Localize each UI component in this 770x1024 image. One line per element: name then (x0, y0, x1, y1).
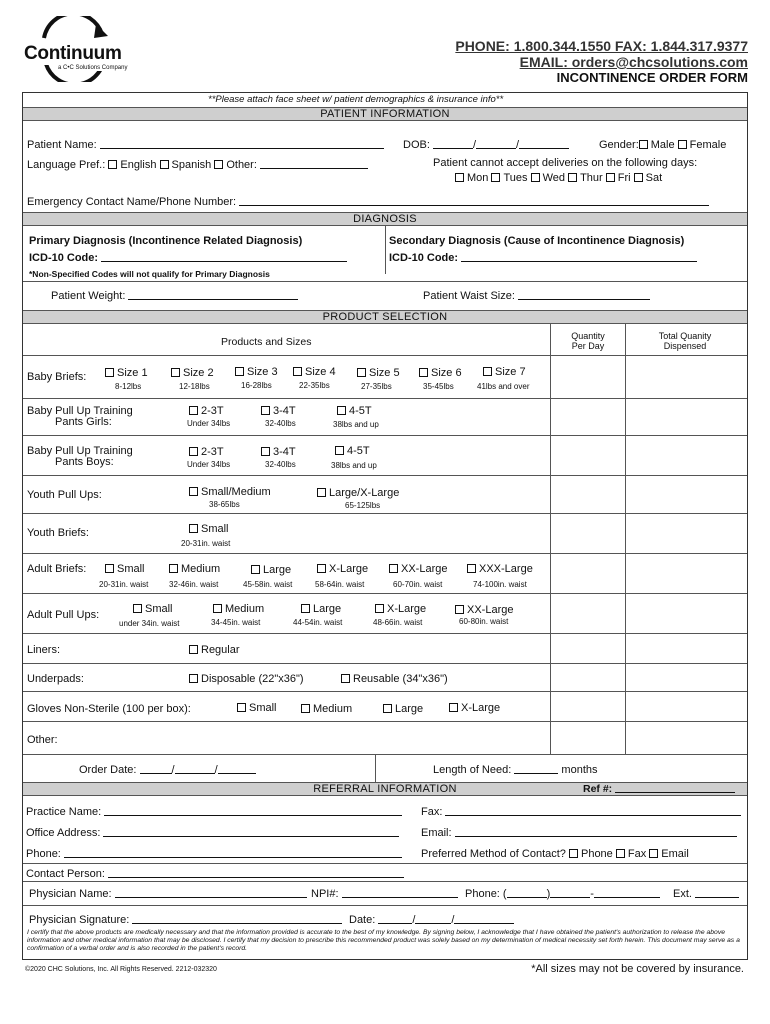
baby-size-2[interactable]: Size 2 (171, 367, 214, 379)
adult-briefs-medium[interactable]: Medium (169, 563, 220, 575)
checkbox-icon[interactable] (419, 368, 428, 377)
contact-info (455, 38, 748, 86)
boys-4-5t[interactable]: 4-5T (335, 445, 370, 457)
youth-large-xlarge-range: 65-125lbs (345, 501, 381, 510)
baby-size-3-range: 16-28lbs (241, 381, 272, 390)
checkbox-icon[interactable] (317, 488, 326, 497)
baby-size-1[interactable]: Size 1 (105, 367, 148, 379)
col-total-dispensed: Total Quanity Dispensed (658, 331, 712, 351)
checkbox-icon[interactable] (449, 703, 458, 712)
girls-4-5t-range: 38lbs and up (333, 420, 379, 429)
checkbox-icon[interactable] (169, 564, 178, 573)
checkbox-icon[interactable] (293, 367, 302, 376)
physician-phone-field[interactable]: Phone: ( ) - (465, 888, 660, 900)
gloves-medium[interactable]: Medium (301, 703, 352, 715)
adult-briefs-xxxlarge[interactable]: XXX-Large (467, 563, 533, 575)
section-patient: PATIENT INFORMATION (23, 107, 747, 121)
patient-waist-field[interactable]: Patient Waist Size: (423, 290, 650, 302)
primary-icd-field[interactable]: ICD-10 Code: (29, 252, 347, 264)
npi-field[interactable]: NPI#: (311, 888, 458, 900)
boys-2-3t[interactable]: 2-3T (189, 446, 224, 458)
checkbox-icon[interactable] (251, 565, 260, 574)
gloves-large[interactable]: Large (383, 703, 423, 715)
youth-pull-label: Youth Pull Ups: (27, 489, 102, 501)
adult-briefs-xlarge-range: 58-64in. waist (315, 580, 365, 589)
adult-briefs-medium-range: 32-46in. waist (169, 580, 219, 589)
email-field[interactable]: Email: (421, 827, 737, 839)
patient-weight-field[interactable]: Patient Weight: (51, 290, 298, 302)
checkbox-icon[interactable] (133, 604, 142, 613)
checkbox-icon[interactable] (189, 487, 198, 496)
girls-2-3t-range: Under 34lbs (187, 419, 231, 428)
male-checkbox[interactable] (639, 140, 648, 149)
adult-pull-small-range: under 34in. waist (119, 619, 180, 628)
baby-size-4[interactable]: Size 4 (293, 366, 336, 378)
girls-3-4t-range: 32-40lbs (265, 419, 296, 428)
underpads-reusable[interactable]: Reusable (34"x36") (341, 673, 448, 685)
adult-briefs-xxlarge-range: 60-70in. waist (393, 580, 443, 589)
baby-size-7[interactable]: Size 7 (483, 366, 526, 378)
adult-pull-label: Adult Pull Ups: (27, 609, 100, 621)
baby-briefs-label: Baby Briefs: (27, 371, 87, 383)
baby-size-3[interactable]: Size 3 (235, 366, 278, 378)
checkbox-icon[interactable] (171, 368, 180, 377)
insurance-note: *All sizes may not be covered by insurance. (531, 963, 744, 975)
spanish-checkbox[interactable] (160, 160, 169, 169)
liners-regular[interactable]: Regular (189, 644, 240, 656)
adult-pull-small[interactable]: Small (133, 603, 173, 615)
checkbox-icon[interactable] (235, 367, 244, 376)
col-quantity-per-day: Quantity Per Day (571, 331, 605, 351)
wed-checkbox[interactable] (531, 173, 540, 182)
ref-number-field[interactable]: Ref #: (583, 783, 735, 795)
adult-briefs-label: Adult Briefs: (27, 563, 87, 575)
section-referral: REFERRAL INFORMATION (23, 782, 747, 796)
baby-size-2-range: 12-18lbs (179, 382, 210, 391)
youth-large-xlarge[interactable]: Large/X-Large (317, 487, 399, 499)
adult-briefs-xlarge[interactable]: X-Large (317, 563, 368, 575)
checkbox-icon[interactable] (341, 674, 350, 683)
pull-boys-label: Baby Pull Up Training (27, 445, 133, 457)
delivery-days: Mon Tues Wed Thur Fri Sat (455, 172, 662, 184)
primary-diagnosis-label: Primary Diagnosis (Incontinence Related Diagnosis) (29, 235, 303, 247)
checkbox-icon[interactable] (189, 645, 198, 654)
checkbox-icon[interactable] (301, 604, 310, 613)
checkbox-icon[interactable] (189, 524, 198, 533)
practice-name-field[interactable]: Practice Name: (26, 806, 402, 818)
adult-pull-medium-range: 34-45in. waist (211, 618, 261, 627)
adult-pull-large-range: 44-54in. waist (293, 618, 343, 627)
checkbox-icon[interactable] (317, 564, 326, 573)
phone-fax: PHONE: 1.800.344.1550 FAX: 1.844.317.9377 (455, 38, 748, 54)
notice: **Please attach face sheet w/ patient demographics & insurance info** (208, 94, 504, 105)
non-specified-note: *Non-Specified Codes will not qualify for Primary Diagnosis (29, 269, 270, 279)
physician-name-field[interactable]: Physician Name: (29, 888, 307, 900)
adult-briefs-large[interactable]: Large (251, 564, 291, 576)
fax-field[interactable]: Fax: (421, 806, 741, 818)
other-label[interactable]: Other: (27, 734, 58, 746)
tues-checkbox[interactable] (491, 173, 500, 182)
girls-3-4t[interactable]: 3-4T (261, 405, 296, 417)
checkbox-icon[interactable] (189, 406, 198, 415)
adult-briefs-large-range: 45-58in. waist (243, 580, 293, 589)
baby-size-5-range: 27-35lbs (361, 382, 392, 391)
preferred-contact-field: Preferred Method of Contact? Phone Fax Email (421, 848, 689, 860)
adult-pull-xlarge[interactable]: X-Large (375, 603, 426, 615)
mon-checkbox[interactable] (455, 173, 464, 182)
underpads-label: Underpads: (27, 673, 84, 685)
baby-size-1-range: 8-12lbs (115, 382, 142, 391)
section-products: PRODUCT SELECTION (23, 310, 747, 324)
girls-4-5t[interactable]: 4-5T (337, 405, 372, 417)
liners-label: Liners: (27, 644, 61, 656)
underpads-disposable[interactable]: Disposable (22"x36") (189, 673, 304, 685)
gloves-label: Gloves Non-Sterile (100 per box): (27, 703, 191, 715)
contact-person-field[interactable]: Contact Person: (26, 868, 404, 880)
logo-tagline: a C•C Solutions Company (58, 65, 128, 71)
checkbox-icon[interactable] (261, 406, 270, 415)
checkbox-icon[interactable] (261, 447, 270, 456)
gloves-small[interactable]: Small (237, 702, 277, 714)
checkbox-icon[interactable] (483, 367, 492, 376)
ext-field[interactable]: Ext. (673, 888, 739, 900)
gender-field: Gender: Male Female (599, 139, 727, 151)
pref-email-checkbox[interactable] (649, 849, 658, 858)
section-diagnosis: DIAGNOSIS (23, 212, 747, 226)
adult-pull-large[interactable]: Large (301, 603, 341, 615)
physician-signature-field[interactable]: Physician Signature: (29, 914, 342, 926)
adult-pull-xxlarge-range: 60-80in. waist (459, 617, 509, 626)
checkbox-icon[interactable] (189, 674, 198, 683)
checkbox-icon[interactable] (189, 447, 198, 456)
adult-pull-xlarge-range: 48-66in. waist (373, 618, 423, 627)
language-field: Language Pref.: English Spanish Other: (27, 159, 368, 171)
pref-fax-checkbox[interactable] (616, 849, 625, 858)
youth-small-medium-range: 38-65lbs (209, 500, 240, 509)
adult-briefs-small-range: 20-31in. waist (99, 580, 149, 589)
baby-size-6[interactable]: Size 6 (419, 367, 462, 379)
other-checkbox[interactable] (214, 160, 223, 169)
secondary-diagnosis-label: Secondary Diagnosis (Cause of Incontinence Diagnosis) (389, 235, 685, 247)
pull-girls-label: Baby Pull Up Training (27, 405, 133, 417)
checkbox-icon[interactable] (105, 564, 114, 573)
checkbox-icon[interactable] (375, 604, 384, 613)
baby-size-5[interactable]: Size 5 (357, 367, 400, 379)
certification-text: I certify that the above products are medically necessary and that the information provided is accurate to the best of my knowledge. By signing below, I acknowledge that I have obtained the patient's authorization to release the above information and other medical information that may be disclosed. I certify that my decision to prescribe this recommended product was solely based on my determination of medical necessity set forth herein. This document may serve as a confirmation of a verbal order and is also recorded in the patient's record. (27, 929, 740, 952)
pref-phone-checkbox[interactable] (569, 849, 578, 858)
emergency-contact-field[interactable]: Emergency Contact Name/Phone Number: (27, 196, 709, 208)
pull-girls-label-2: Pants Girls: (55, 416, 112, 428)
adult-briefs-xxlarge[interactable]: XX-Large (389, 563, 447, 575)
col-products-sizes: Products and Sizes (221, 336, 312, 348)
checkbox-icon[interactable] (301, 704, 310, 713)
youth-briefs-small-range: 20-31in. waist (181, 539, 231, 548)
signature-date-field[interactable]: Date: / / (349, 914, 514, 926)
form-title: INCONTINENCE ORDER FORM (556, 70, 748, 85)
secondary-icd-field[interactable]: ICD-10 Code: (389, 252, 697, 264)
english-checkbox[interactable] (108, 160, 117, 169)
phone-field[interactable]: Phone: (26, 848, 402, 860)
delivery-restriction-label: Patient cannot accept deliveries on the following days: (433, 157, 698, 169)
adult-pull-medium[interactable]: Medium (213, 603, 264, 615)
gloves-xlarge[interactable]: X-Large (449, 702, 500, 714)
checkbox-icon[interactable] (105, 368, 114, 377)
baby-size-7-range: 41lbs and over (477, 382, 530, 391)
checkbox-icon[interactable] (335, 446, 344, 455)
boys-3-4t-range: 32-40lbs (265, 460, 296, 469)
pull-boys-label-2: Pants Boys: (55, 456, 114, 468)
baby-size-6-range: 35-45lbs (423, 382, 454, 391)
thur-checkbox[interactable] (568, 173, 577, 182)
girls-2-3t[interactable]: 2-3T (189, 405, 224, 417)
female-checkbox[interactable] (678, 140, 687, 149)
email-link[interactable]: EMAIL: orders@chcsolutions.com (519, 54, 748, 70)
fri-checkbox[interactable] (606, 173, 615, 182)
copyright: ©2020 CHC Solutions, Inc. All Rights Reserved. 2212-032320 (25, 966, 217, 973)
boys-4-5t-range: 38lbs and up (331, 461, 377, 470)
length-of-need-field[interactable]: Length of Need: months (433, 764, 598, 776)
checkbox-icon[interactable] (467, 564, 476, 573)
patient-name-field[interactable]: Patient Name: (27, 139, 384, 151)
sat-checkbox[interactable] (634, 173, 643, 182)
office-address-field[interactable]: Office Address: (26, 827, 399, 839)
boys-2-3t-range: Under 34lbs (187, 460, 231, 469)
checkbox-icon[interactable] (357, 368, 366, 377)
youth-briefs-label: Youth Briefs: (27, 527, 89, 539)
adult-briefs-small[interactable]: Small (105, 563, 145, 575)
baby-size-4-range: 22-35lbs (299, 381, 330, 390)
checkbox-icon[interactable] (337, 406, 346, 415)
adult-briefs-xxxlarge-range: 74-100in. waist (473, 580, 527, 589)
checkbox-icon[interactable] (383, 704, 392, 713)
checkbox-icon[interactable] (237, 703, 246, 712)
logo-brand: Continuum (24, 43, 122, 64)
continuum-logo (22, 16, 142, 86)
adult-pull-xxlarge[interactable]: XX-Large (455, 604, 513, 616)
checkbox-icon[interactable] (455, 605, 464, 614)
boys-3-4t[interactable]: 3-4T (261, 446, 296, 458)
youth-briefs-small[interactable]: Small (189, 523, 229, 535)
dob-field[interactable]: DOB: / / (403, 139, 569, 151)
youth-small-medium[interactable]: Small/Medium (189, 486, 271, 498)
checkbox-icon[interactable] (389, 564, 398, 573)
order-date-field[interactable]: Order Date: / / (79, 764, 256, 776)
checkbox-icon[interactable] (213, 604, 222, 613)
form-body (22, 92, 748, 960)
